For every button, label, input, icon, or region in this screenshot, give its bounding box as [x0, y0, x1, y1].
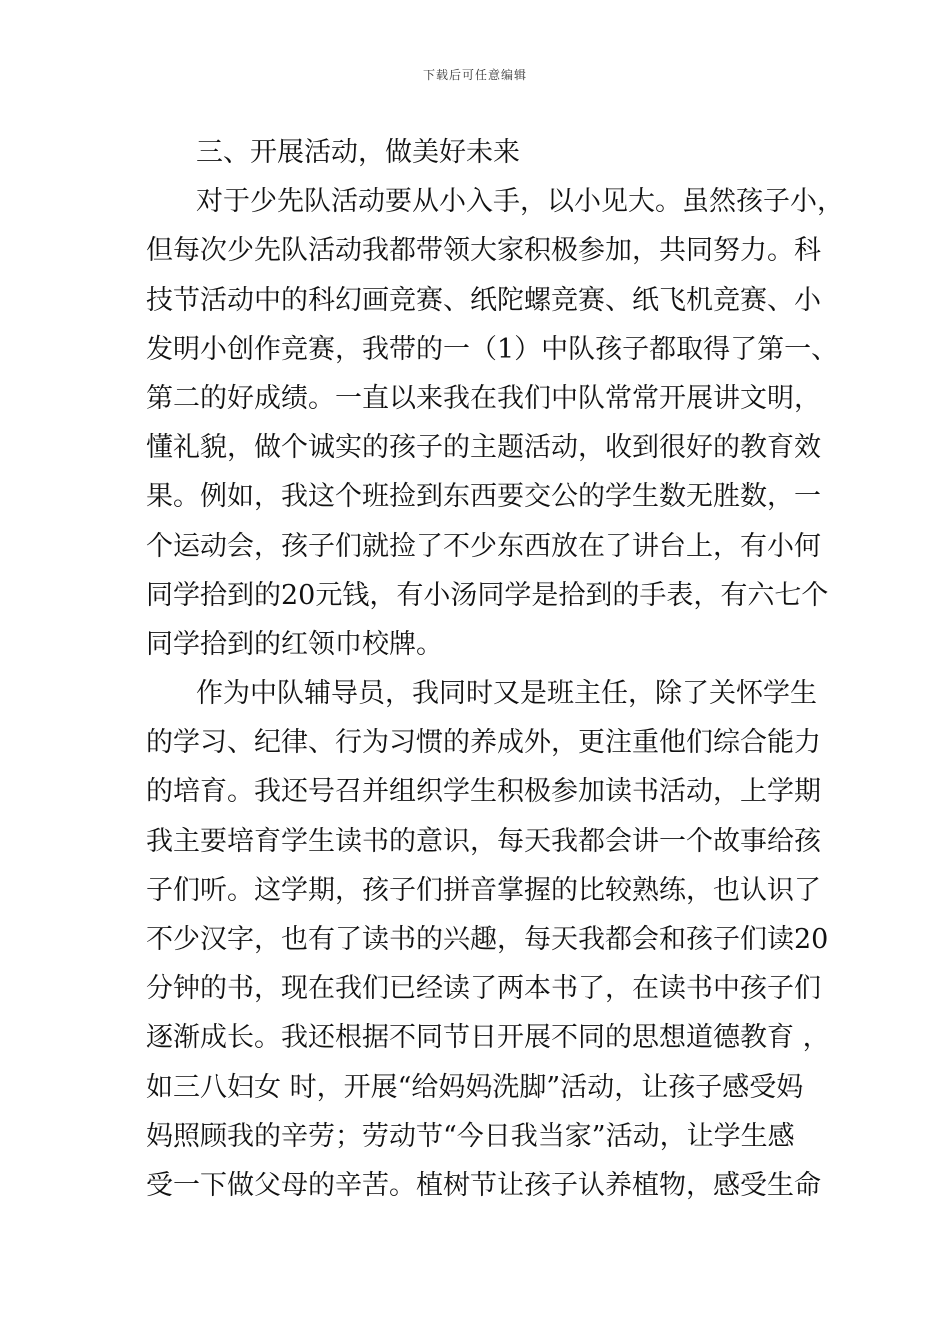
paragraph-line: 个运动会，孩子们就捡了不少东西放在了讲台上，有小何 [146, 530, 821, 562]
paragraph-line: 受一下做父母的辛苦。植树节让孩子认养植物，感受生命 [146, 1169, 821, 1201]
paragraph-line: 但每次少先队活动我都带领大家积极参加，共同努力。科 [146, 235, 821, 267]
paragraph-line: 如三八妇女 时，开展“给妈妈洗脚”活动，让孩子感受妈 [146, 1071, 804, 1103]
paragraph-line: 懂礼貌，做个诚实的孩子的主题活动，收到很好的教育效 [146, 432, 821, 464]
paragraph-line: 分钟的书，现在我们已经读了两本书了，在读书中孩子们 [146, 973, 821, 1005]
paragraph-line: 果。例如，我这个班捡到东西要交公的学生数无胜数，一 [146, 481, 821, 513]
paragraph-line: 技节活动中的科幻画竞赛、纸陀螺竞赛、纸飞机竞赛、小 [146, 284, 821, 316]
paragraph-line: 作为中队辅导员，我同时又是班主任，除了关怀学生 [196, 678, 817, 710]
paragraph-line: 子们听。这学期，孩子们拼音掌握的比较熟练，也认识了 [146, 874, 821, 906]
paragraph-line: 第二的好成绩。一直以来我在我们中队常常开展讲文明， [146, 382, 821, 414]
paragraph-line: 的学习、纪律、行为习惯的养成外，更注重他们综合能力 [146, 727, 821, 759]
paragraph-line: 妈照顾我的辛劳；劳动节“今日我当家”活动，让学生感 [146, 1120, 795, 1152]
paragraph-line: 不少汉字，也有了读书的兴趣，每天我都会和孩子们读20 [146, 924, 829, 955]
paragraph-line: 对于少先队活动要从小入手，以小见大。虽然孩子小， [196, 186, 844, 218]
header-note: 下载后可任意编辑 [422, 68, 527, 82]
paragraph-line: 的培育。我还号召并组织学生积极参加读书活动，上学期 [146, 776, 821, 808]
paragraph-line: 发明小创作竞赛，我带的一（1）中队孩子都取得了第一、 [146, 333, 839, 365]
document-body [146, 128, 844, 1210]
paragraph-line: 我主要培育学生读书的意识，每天我都会讲一个故事给孩 [146, 825, 821, 857]
paragraph-line: 逐渐成长。我还根据不同节日开展不同的思想道德教育 ， [146, 1022, 830, 1054]
section-heading: 三、开展活动，做美好未来 [196, 137, 520, 168]
paragraph-line: 同学拾到的20元钱，有小汤同学是拾到的手表，有六七个 [146, 579, 829, 611]
paragraph-line: 同学拾到的红领巾校牌。 [146, 628, 443, 660]
